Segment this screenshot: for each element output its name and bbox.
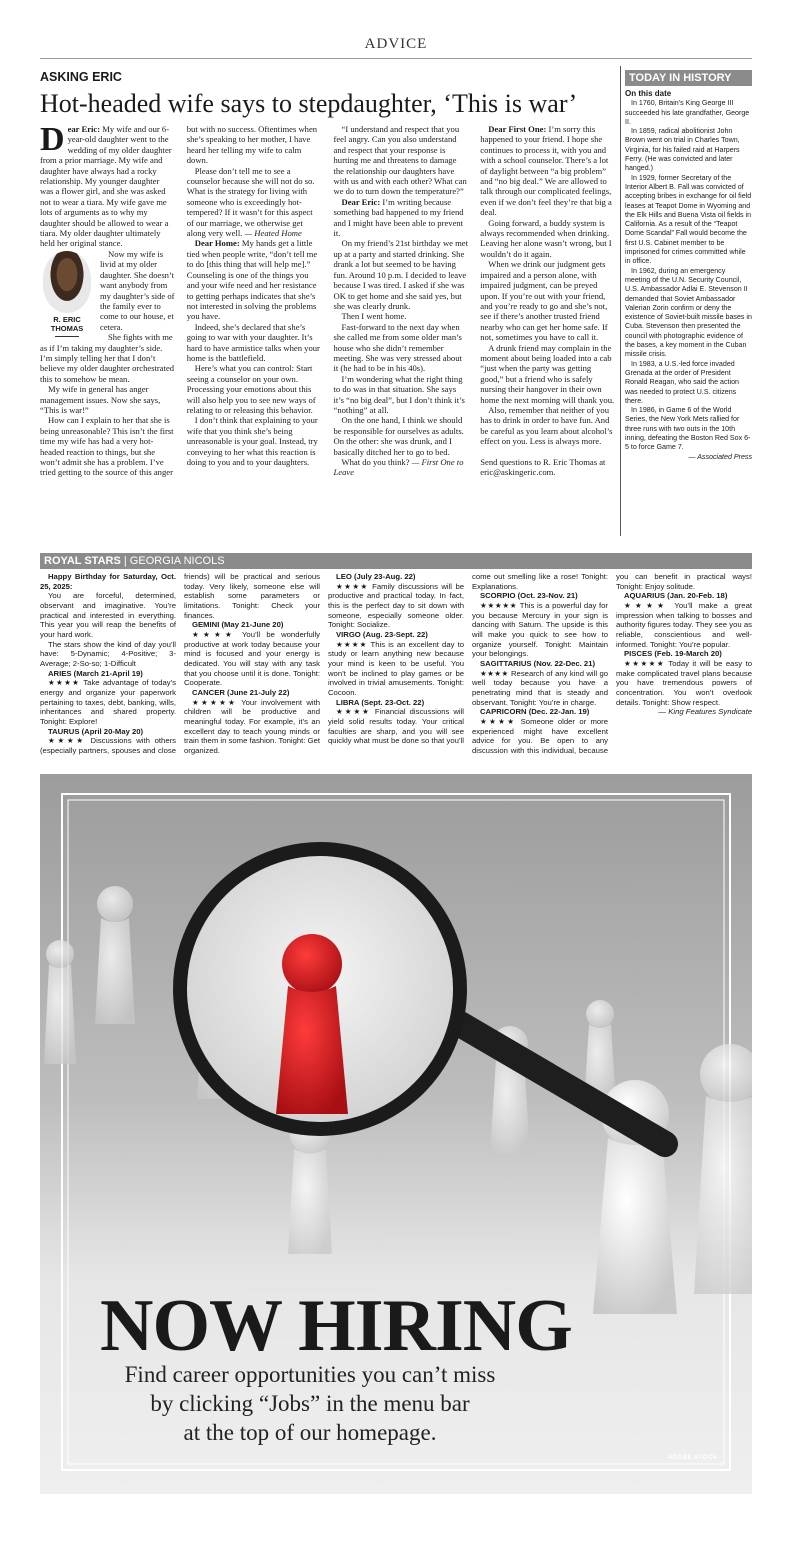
horoscope-byline: GEORGIA NICOLS — [129, 555, 225, 567]
stars-key: The stars show the kind of day you’ll have: 5-Dynamic; 4-Positive; 3-Average; 2-So-so; 1-Difficult — [40, 639, 176, 668]
advice-article-body — [40, 124, 615, 536]
sign-text: ★★★★ This is an excellent day to study or learn anything new because your mind is keen to be useful. You won’t be inclined to play games or be involved in trivial amusements. Tonight: Cocoon. — [328, 639, 464, 697]
ad-photo-credit: ADOBE STOCK — [668, 1455, 718, 1461]
paragraph: Now my wife is livid at my older daughter. She doesn’t want anybody from my daughter’s side of the family ever to come to our house, et cetera. — [100, 248, 175, 332]
signature: — First One to Leave — [333, 457, 464, 478]
author-box — [40, 251, 94, 337]
sign-heading: ARIES (March 21-April 19) — [48, 668, 143, 678]
history-subtitle: On this date — [625, 89, 672, 98]
history-credit: — Associated Press — [688, 452, 752, 461]
sign-heading: SCORPIO (Oct. 23-Nov. 21) — [480, 591, 578, 601]
horoscope-title: ROYAL STARS — [44, 555, 121, 567]
paragraph: My wife in general has anger management issues. Now she says, “This is war!” — [40, 384, 161, 415]
sign-heading: AQUARIUS (Jan. 20-Feb. 18) — [624, 591, 728, 601]
sign-heading: PISCES (Feb. 19-March 20) — [624, 649, 722, 659]
author-avatar — [43, 251, 91, 313]
paragraph: Also, remember that neither of you has to drink in order to have fun. And be careful as you learn about alcohol’s effect on you. Less is always more. — [480, 404, 613, 447]
history-title: TODAY IN HISTORY — [625, 70, 752, 86]
birthday-heading: Happy Birthday for Saturday, Oct. 25, 2025: — [40, 572, 176, 591]
paragraph: Going forward, a buddy system is always recommended when drinking. Leaving her alone wasn’t wrong, but I wouldn’t do it again. — [480, 217, 612, 259]
sign-text: ★★★★★ Your involvement with children will be productive and meaningful today. For example, it’s an excellent day to teach young minds or train them in some fashion. Tonight: Get organized. — [184, 697, 320, 755]
paragraph: Indeed, she’s declared that she’s going to war with your daughter. It’s hard to have armistice talks when your home is the battlefield. — [186, 321, 320, 363]
reply-paragraph: Dear Home: My hands get a little tied when people write, “don’t tell me to do [this thing that will help me].” Counseling is one of the things you and your wife need and her resistance to getting perhaps indicates that she’s not interested in solving the problems you have. — [186, 238, 318, 322]
ad-title: NOW HIRING — [100, 1285, 572, 1367]
now-hiring-ad[interactable] — [40, 774, 752, 1494]
signature: — Heated Home — [244, 228, 302, 239]
sign-text: ★★★★ Family discussions will be productive and practical today. In fact, this is the perfect day to sit down with someone, especially someone older. Tonight: Socialize. — [328, 581, 464, 630]
birthday-text: You are forceful, determined, observant and imaginative. You’re practical and interested in everything. This year you will reap the benefits of your hard work. — [40, 591, 176, 639]
header-rule — [40, 58, 752, 59]
drop-cap: D — [40, 124, 65, 158]
paragraph: Then I went home. — [341, 311, 407, 322]
sign-heading: TAURUS (April 20-May 20) — [48, 726, 144, 736]
history-entry: In 1859, radical abolitionist John Brown went on trial in Charles Town, Virginia, for his failed raid at Harpers Ferry. (He was convicted and later hanged.) — [625, 127, 740, 173]
paragraph: What do you think? — First One to Leave — [333, 457, 464, 478]
horoscope-header: ROYAL STARS | GEORGIA NICOLS — [40, 553, 752, 569]
history-entry: In 1760, Britain’s King George III succeeded his late grandfather, George II. — [625, 99, 750, 126]
sign-heading: LEO (July 23-Aug. 22) — [336, 572, 416, 581]
sign-heading: LIBRA (Sept. 23-Oct. 22) — [336, 697, 425, 707]
sign-text: ★★★★ Someone older or more experienced might have excellent advice for you. Be open to any discussion with this individual, because you can benefit in practical ways! Tonight: Enjoy solitude. — [472, 572, 752, 755]
sign-heading: CANCER (June 21-July 22) — [192, 687, 290, 697]
column-divider — [620, 66, 621, 536]
sign-text: ★★★★ You’ll be wonderfully productive at work today because your mind is focused and your energy is dedicated. You will stay with any task that you choose until it is done. Tonight: Cooperate. — [184, 629, 320, 688]
contact-line: Send questions to R. Eric Thomas at eric@askingeric.com. — [480, 456, 606, 477]
paragraph: On the one hand, I think we should be responsible for ourselves as adults. On the other: she was drunk, and I basically ditched her to go to bed. — [333, 415, 464, 457]
sign-text: ★★★★★ This is a powerful day for you because Mercury in your sign is dancing with Saturn. The upside is this will make you quick to see how to organize yourself. Tonight: Maintain your belongings. — [472, 600, 608, 659]
letter-opening: Dear Eric: My wife and our 6-year-old daughter went to the wedding of my older daughter from a prior marriage. My wife and daughter have always had a rocky relationship. My younger daughter was a flower girl, and she was asked not to wear a tiara. My wife gave me lots of arguments as to why my daughter should be allowed to wear a tiara. My older daughter ultimately held her original stance. — [40, 124, 172, 249]
history-entry: In 1983, a U.S.-led force invaded Grenada at the order of President Ronald Reagan, who said the action was needed to protect U.S. citizens there. — [625, 359, 739, 405]
paragraph: When we drink our judgment gets impaired and a person alone, with impaired judgment, can be preyed upon. If you’re out with your friend, and you’re ready to go and she’s not, see if there’s another trusted friend nearby who can get her home safe. If not, sometimes you have to call it. — [480, 259, 608, 343]
author-name: R. ERIC THOMAS — [50, 314, 84, 333]
paragraph: On my friend’s 21st birthday we met up at a party and started drinking. She drank a lot but seemed to be having fun. Around 10 p.m. I decided to leave because I was tired. I asked if she was OK to get home and she said yes, but she was clearly drunk. — [333, 238, 468, 311]
paragraph: I’m wondering what the right thing to do was in that situation. She says it’s “no big deal”, but I don’t think it’s “nothing” at all. — [333, 373, 465, 415]
author-rule — [55, 336, 79, 337]
horoscope-credit: — King Features Syndicate — [658, 707, 752, 717]
paragraph: A drunk friend may complain in the moment about being loaded into a cab “just when the party was getting good,” but a friend who is safely nursing their hangover in their own home the next morning will thank you. — [480, 342, 615, 405]
sign-text: ★★★★★ Today it will be easy to make complicated travel plans because you have tremendous powers of concentration. You won’t overlook details. Tonight: Show respect. — [616, 658, 752, 707]
article-headline: Hot-headed wife says to stepdaughter, ‘This is war’ — [40, 89, 578, 118]
paragraph: How can I explain to her that she is being unreasonable? This isn’t the first time my wife has had a very hot-headed reaction to things, but she won’t admit she has a problem. I’ve tried getting to the source of this anger but with no success. Oftentimes when she’s speaking to her mother, I have heard her telling my wife to calm down. — [40, 124, 318, 478]
paragraph: Fast-forward to the next day when she called me from some older man’s house who she didn’t remember meeting. She was very stressed about it (he had to be in his 40s). — [333, 321, 462, 374]
paragraph: “I understand and respect that you feel angry. Can you also understand and respect that your response is hurting me and threatens to damage the relationship our daughters have with us and with each other? What can we do to turn down the temperature?” — [333, 124, 467, 197]
paragraph: Please don’t tell me to see a counselor because she will not do so. What is the strategy for living with someone who is exceedingly hot-tempered? If it wasn’t for this aspect of our marriage, we otherwise get along very well. — Heated Home — [186, 165, 315, 239]
ad-subtitle: Find career opportunities you can’t miss by clicking “Jobs” in the menu bar at the top of our homepage. — [124, 1362, 496, 1445]
sign-text: ★★★★ You’ll make a great impression when talking to bosses and authority figures today. They see you as reliable, conscientious and well-informed. Tonight: You’re popular. — [616, 600, 752, 649]
paragraph: Here’s what you can control: Start seeing a counselor on your own. Processing your emotions about this will also help you to see new ways of relating to or releasing this behavior. — [186, 363, 316, 415]
paragraph: I don’t think that explaining to your wife that you think she’s being unreasonable is your goal. Instead, try conveying to her what this reaction is doing to you and to your daughters. — [186, 415, 318, 467]
red-pawn — [276, 934, 348, 1114]
sign-heading: CAPRICORN (Dec. 22-Jan. 19) — [480, 707, 590, 717]
sign-heading: SAGITTARIUS (Nov. 22-Dec. 21) — [480, 658, 596, 668]
sign-heading: VIRGO (Aug. 23-Sept. 22) — [336, 629, 428, 639]
sign-text: ★★★★ Financial discussions will yield solid results today. Your critical faculties are sharp, and you will see quickly what must be done so that you’ll come out smelling like a rose! Tonight: Explanations. — [328, 572, 608, 746]
history-entry: In 1962, during an emergency meeting of the U.N. Security Council, U.S. Ambassador Adlai E. Stevenson II demanded that Soviet Ambassador Valerian Zorin confirm or deny the existence of Soviet-built missile bases in Cuba. Stevenson then presented the council with photographic evidence of the bases, a key moment in the Cuban missile crisis. — [625, 266, 752, 359]
sign-text: ★★★★ Take advantage of today’s energy and organize your paperwork pertaining to taxes, debt, banking, wills, inheritances and shared property. Tonight: Explore! — [40, 678, 176, 726]
horoscope-body — [40, 572, 752, 768]
sign-text: ★★★★ Discussions with others (especially partners, spouses and close friends) will be practical and serious today. Very likely, someone else will establish some parameters or limitations. Tonight: Check your finances. — [40, 572, 320, 755]
reply-paragraph: Dear First One: I’m sorry this happened to your friend. I hope she continues to process it, with you and with a school counselor. There’s a lot of daylight between “a big problem” and “no big deal.” We are allowed to talk through our complicated feelings, even if we don’t feel they’re that big a deal. — [480, 124, 612, 218]
sign-heading: GEMINI (May 21-June 20) — [192, 620, 284, 630]
section-label: ADVICE — [364, 36, 428, 52]
column-kicker: ASKING ERIC — [40, 70, 122, 84]
history-entry: In 1929, former Secretary of the Interior Albert B. Fall was convicted of accepting bribes in exchange for oil field leases at Teapot Dome in Wyoming and the Elk Hills and Buena Vista oil fields in California. As a result of the “Teapot Dome Scandal” Fall would become the first U.S. Cabinet member to be imprisoned for crimes committed while in office. — [625, 173, 752, 266]
salutation: ear Eric: — [67, 124, 101, 134]
sign-text: ★★★★ Research of any kind will go well today because you have a penetrating mind that is steady and observant. Tonight: You’re in charge. — [472, 668, 608, 707]
letter2-paragraph: Dear Eric: I’m writing because something bad happened to my friend and I might have been able to prevent it. — [333, 196, 464, 239]
history-entry: In 1986, in Game 6 of the World Series, the New York Mets rallied for three runs with two outs in the 10th inning, defeating the Boston Red Sox 6-5 to force Game 7. — [625, 406, 751, 452]
history-body — [625, 89, 752, 462]
paragraph: She fights with me as if I’m taking my daughter’s side. I’m simply telling her that I don’t believe my older daughter orchestrated this to somehow be mean. — [40, 332, 175, 384]
